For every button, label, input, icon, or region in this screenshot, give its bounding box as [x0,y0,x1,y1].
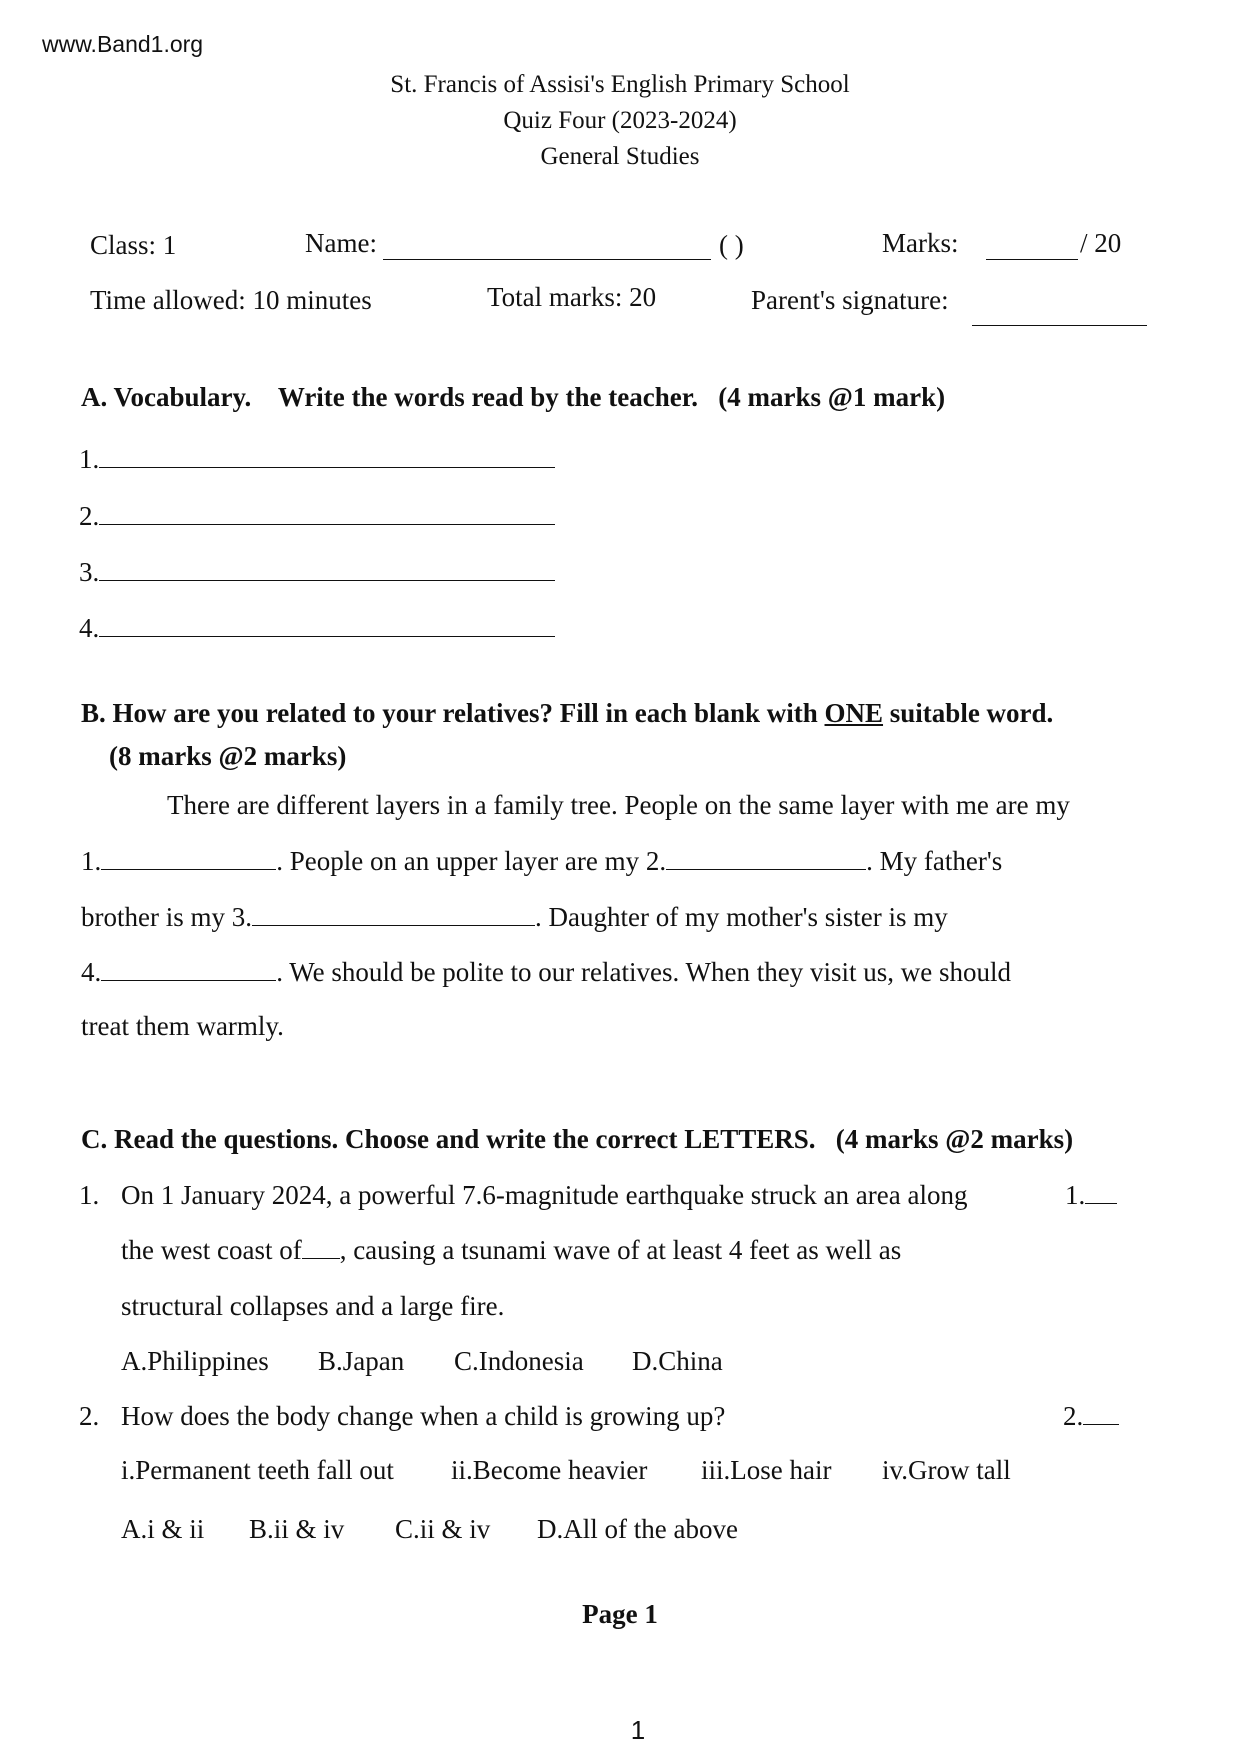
heading-text: suitable word. [883,698,1054,728]
section-c-heading [81,1126,1073,1153]
class-label: Class: 1 [90,230,177,260]
question-2 [79,1403,725,1430]
answer-blank[interactable] [99,466,555,468]
answer-label: 1. [1065,1180,1086,1210]
passage-text: . My father's [866,846,1003,876]
section-b-heading [81,700,1053,727]
question-1-line-2 [121,1237,901,1264]
section-b-marks: (8 marks @2 marks) [109,741,347,771]
question-2-option-b: B.ii & iv [249,1514,345,1544]
answer-2 [1063,1403,1119,1430]
answer-blank[interactable] [101,979,276,981]
passage-line-4 [81,959,1011,986]
question-2-option-a: A.i & ii [121,1514,205,1544]
blank-number: 1. [81,846,102,876]
item-number: 1. [79,444,100,474]
total-marks: Total marks: 20 [487,282,657,312]
question-2-option-d: D.All of the above [537,1514,738,1544]
section-a-instruction: Write the words read by the teacher. [277,382,698,412]
blank-number: 4. [81,957,102,987]
vocab-item-1 [79,446,555,473]
section-a-title: A. Vocabulary. [81,382,252,412]
passage-text: . We should be polite to our relatives. When they visit us, we should [276,957,1011,987]
question-1-option-c: C.Indonesia [454,1346,584,1376]
answer-label: 2. [1063,1401,1084,1431]
passage-text: . Daughter of my mother's sister is my [534,902,948,932]
question-1-option-b: B.Japan [318,1346,405,1376]
vocab-item-4 [79,615,555,642]
name-field[interactable] [383,258,711,260]
quiz-title: Quiz Four (2023-2024) [503,107,737,134]
signature-field[interactable] [972,324,1147,326]
subject-title: General Studies [540,143,700,170]
marks-field[interactable] [986,258,1078,260]
page-number: 1 [630,1715,646,1745]
school-name: St. Francis of Assisi's English Primary School [390,71,850,98]
question-text: On 1 January 2024, a powerful 7.6-magnitude earthquake struck an area along [121,1180,968,1210]
question-blank [302,1257,340,1259]
passage-line-3 [81,904,948,931]
question-number: 2. [79,1401,100,1431]
answer-blank[interactable] [101,868,276,870]
answer-blank[interactable] [99,523,555,525]
answer-1 [1065,1182,1117,1209]
marks-label: Marks: [882,228,959,258]
answer-blank[interactable] [1083,1423,1119,1425]
time-allowed: Time allowed: 10 minutes [90,285,372,315]
item-number: 2. [79,501,100,531]
question-text: the west coast of [121,1235,302,1265]
heading-text: B. How are you related to your relatives? Fill in each blank with [81,698,825,728]
section-c-marks: (4 marks @2 marks) [835,1124,1074,1154]
passage-line-1: There are different layers in a family tree. People on the same layer with me are my [167,790,1070,820]
question-1-option-a: A.Philippines [121,1346,269,1376]
class-number-field[interactable]: ( ) [719,230,744,260]
question-text: , causing a tsunami wave of at least 4 feet as well as [339,1235,902,1265]
item-number: 4. [79,613,100,643]
heading-text: C. Read the questions. Choose and write the correct LETTERS. [81,1124,816,1154]
passage-text: brother is my 3. [81,902,252,932]
passage-line-2 [81,848,1002,875]
item-number: 3. [79,557,100,587]
statement-3: iii.Lose hair [701,1455,832,1485]
vocab-item-3 [79,559,555,586]
section-a-marks: (4 marks @1 mark) [718,382,946,412]
name-label: Name: [305,228,377,258]
heading-emphasis: ONE [824,698,884,728]
marks-total: / 20 [1080,228,1122,258]
question-1-line-1 [79,1182,967,1209]
statement-4: iv.Grow tall [882,1455,1011,1485]
answer-blank[interactable] [666,868,866,870]
watermark: www.Band1.org [42,31,204,57]
answer-blank[interactable] [1085,1202,1117,1204]
page-label: Page 1 [582,1599,658,1629]
question-text: How does the body change when a child is growing up? [121,1401,726,1431]
question-1-line-3: structural collapses and a large fire. [121,1291,505,1321]
answer-blank[interactable] [99,579,555,581]
answer-blank[interactable] [252,924,535,926]
vocab-item-2 [79,503,555,530]
signature-label: Parent's signature: [751,285,949,315]
passage-text: . People on an upper layer are my 2. [276,846,667,876]
question-1-option-d: D.China [632,1346,723,1376]
statement-1: i.Permanent teeth fall out [121,1455,394,1485]
question-number: 1. [79,1180,100,1210]
passage-line-5: treat them warmly. [81,1011,284,1041]
question-2-option-c: C.ii & iv [395,1514,491,1544]
section-a-heading [81,384,945,411]
statement-2: ii.Become heavier [451,1455,648,1485]
answer-blank[interactable] [99,635,555,637]
